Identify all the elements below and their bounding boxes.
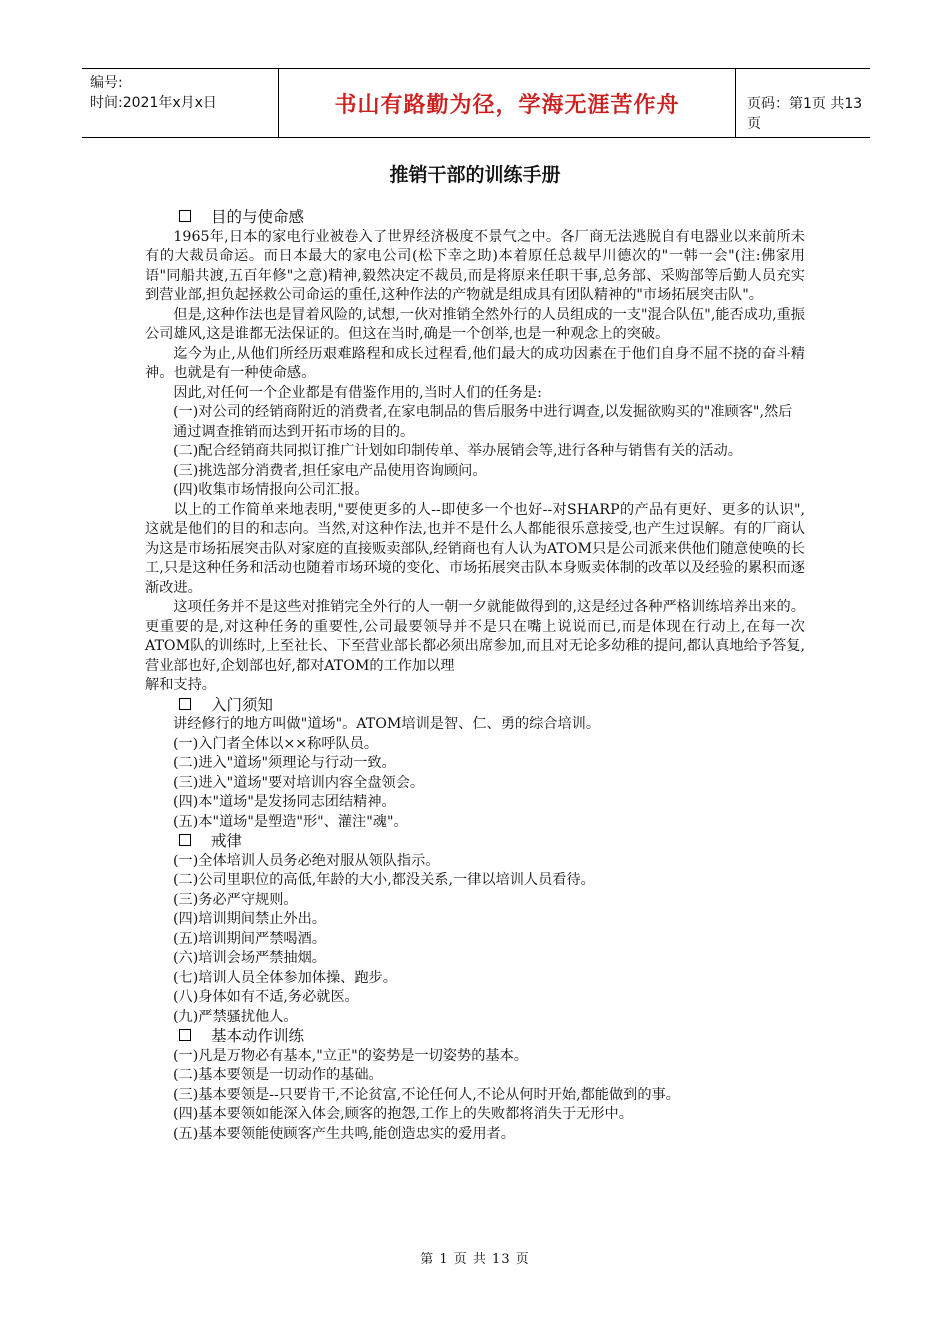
body-paragraph: 迄今为止,从他们所经历艰难路程和成长过程看,他们最大的成功因素在于他们自身不屈不挠的奋斗精神。也就是有一种使命感。: [145, 345, 805, 381]
list-item: 讲经修行的地方叫做"道场"。ATOM培训是智、仁、勇的综合培训。: [173, 716, 601, 732]
checkbox-square-icon: [179, 210, 191, 222]
list-item: (四)本"道场"是发扬同志团结精神。: [173, 794, 396, 810]
list-item: (九)严禁骚扰他人。: [173, 1008, 298, 1025]
list-item: (四)基本要领如能深入体会,顾客的抱怨,工作上的失败都将消失于无形中。: [173, 1106, 633, 1122]
header-motto: 书山有路勤为径，学海无涯苦作舟: [278, 69, 736, 137]
header-page-info: 页码：第1页 共13页: [747, 96, 863, 132]
list-item: (四)培训期间禁止外出。: [173, 911, 326, 927]
list-item: (三)挑选部分消费者,担任家电产品使用咨询顾问。: [173, 462, 487, 479]
checkbox-square-icon: [179, 1029, 191, 1041]
page-footer: 第 1 页 共 13 页: [420, 1252, 530, 1267]
header-meta: [90, 73, 217, 113]
list-item: (一)入门者全体以××称呼队员。: [173, 735, 379, 752]
document-body: [145, 208, 805, 1144]
list-item: (五)培训期间严禁喝酒。: [173, 930, 326, 947]
document-time-label: 时间:2021年x月x日: [90, 95, 217, 111]
body-paragraph: 这项任务并不是这些对推销完全外行的人一朝一夕就能做得到的,这是经过各种严格训练培养出来的。更重要的是,对这种任务的重要性,公司最要领导并不是只在嘴上说说而已,而是体现在行动上,在每一次ATOM队的训练时,上至社长、下至营业部长都必须出席参加,而且对无论多幼稚的提问,都认真地给予答复,营业部也好,企划部也好,都对ATOM的工作加以理: [145, 599, 805, 674]
list-item: (一)对公司的经销商附近的消费者,在家电制品的售后服务中进行调查,以发掘欲购买的"准顾客",然后通过调查推销而达到开拓市场的目的。: [173, 404, 793, 440]
section-heading-text: 入门须知: [211, 695, 274, 714]
list-item: (二)公司里职位的高低,年龄的大小,都没关系,一律以培训人员看待。: [173, 872, 595, 888]
body-paragraph: 但是,这种作法也是冒着风险的,试想,一伙对推销全然外行的人员组成的一支"混合队伍",能否成功,重振公司雄风,这是谁都无法保证的。但这在当时,确是一个创举,也是一种观念上的突破。: [145, 306, 805, 342]
list-item: (六)培训会场严禁抽烟。: [173, 950, 326, 966]
body-paragraph: 1965年,日本的家电行业被卷入了世界经济极度不景气之中。各厂商无法逃脱自有电器业以来前所未有的大裁员命运。而日本最大的家电公司(松下幸之助)本着原任总裁早川德次的"一韩一会"(注:佛家用语"同船共渡,五百年修"之意)精神,毅然决定不裁员,而是将原来任职干事,总务部、采购部等后勤人员充实到营业部,担负起拯救公司命运的重任,这种作法的产物就是组成具有团队精神的"市场拓展突击队"。: [145, 228, 805, 303]
list-item: (三)务必严守规则。: [173, 891, 298, 908]
list-item: (八)身体如有不适,务必就医。: [173, 989, 359, 1005]
list-item: (二)基本要领是一切动作的基础。: [173, 1067, 383, 1083]
checkbox-square-icon: [179, 834, 191, 846]
list-item: (二)进入"道场"须理论与行动一致。: [173, 755, 396, 771]
list-item: (一)全体培训人员务必绝对服从领队指示。: [173, 852, 440, 869]
body-line: 解和支持。: [145, 677, 216, 693]
section-heading-text: 目的与使命感: [211, 208, 305, 226]
section-heading-text: 基本动作训练: [211, 1027, 305, 1045]
body-paragraph: 因此,对任何一个企业都是有借鉴作用的,当时人们的任务是:: [173, 384, 542, 401]
list-item: (五)本"道场"是塑造"形"、灌注"魂"。: [173, 813, 408, 830]
section-heading: [145, 696, 805, 716]
list-item: (三)基本要领是--只要肯干,不论贫富,不论任何人,不论从何时开始,都能做到的事。: [173, 1086, 680, 1103]
list-item: (三)进入"道场"要对培训内容全盘领会。: [173, 774, 425, 791]
document-number-label: 编号:: [90, 75, 123, 91]
checkbox-square-icon: [179, 698, 191, 710]
list-item: (四)收集市场情报向公司汇报。: [173, 482, 369, 498]
document-header: [82, 68, 870, 138]
section-heading-text: 戒律: [211, 832, 243, 850]
document-title: 推销干部的训练手册: [389, 164, 561, 186]
list-item: (七)培训人员全体参加体操、跑步。: [173, 969, 397, 986]
list-item: (一)凡是万物必有基本,"立正"的姿势是一切姿势的基本。: [173, 1047, 528, 1064]
list-item: (五)基本要领能使顾客产生共鸣,能创造忠实的爱用者。: [173, 1125, 515, 1142]
section-heading: [145, 1027, 805, 1047]
section-heading: [145, 832, 805, 852]
body-paragraph: 以上的工作简单来地表明,"要使更多的人--即使多一个也好--对SHARP的产品有更好、更多的认识",这就是他们的目的和志向。当然,对这种作法,也并不是什么人都能很乐意接受,也产生过误解。有的厂商认为这是市场拓展突击队对家庭的直接贩卖部队,经销商也有人认为ATOM只是公司派来供他们随意使唤的长工,只是这种任务和活动也随着市场环境的变化、市场拓展突击队本身贩卖体制的改革以及经验的累积而逐渐改进。: [145, 501, 805, 596]
list-item: (二)配合经销商共同拟订推广计划如印制传单、举办展销会等,进行各种与销售有关的活动。: [173, 443, 742, 459]
section-heading: [145, 208, 805, 228]
